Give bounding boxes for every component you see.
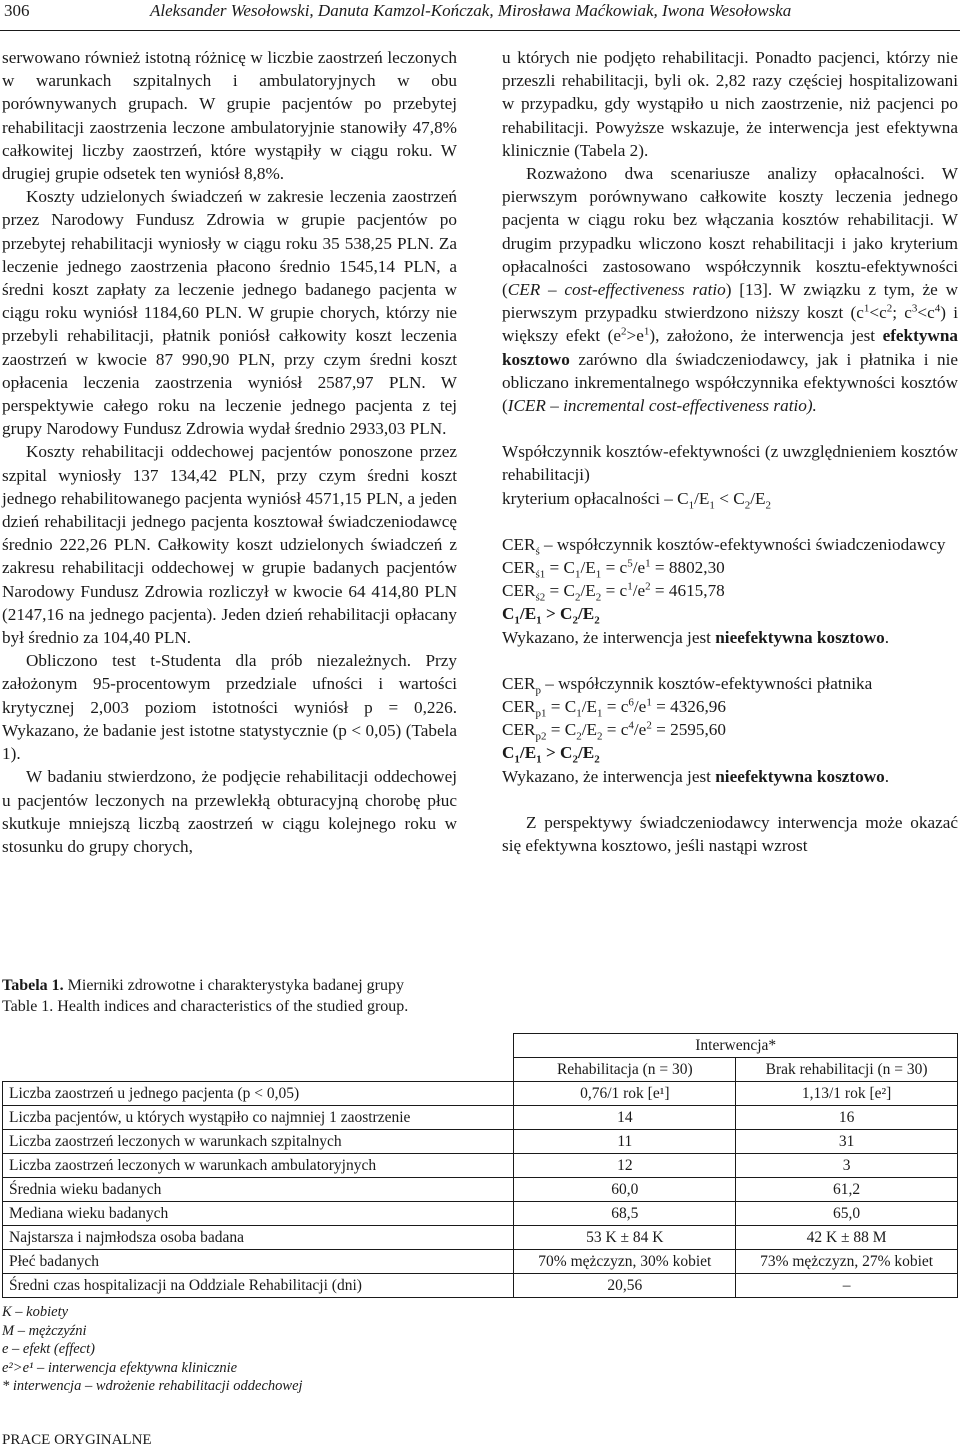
data-table <box>2 1033 958 1298</box>
row-label: Liczba pacjentów, u których wystąpiło co najmniej 1 zaostrzenie <box>3 1106 514 1130</box>
table-row <box>3 1106 958 1130</box>
note: * interwencja – wdrożenie rehabilitacji oddechowej <box>2 1378 303 1394</box>
table-row <box>3 1250 958 1274</box>
left-column <box>2 46 457 858</box>
row-label: Liczba zaostrzeń leczonych w warunkach ambulatoryjnych <box>3 1154 514 1178</box>
running-header-authors: Aleksander Wesołowski, Danuta Kamzol-Kończak, Mirosława Maćkowiak, Iwona Wesołowska <box>150 1 792 20</box>
cell-value: 68,5 <box>514 1202 736 1226</box>
paragraph: W badaniu stwierdzono, że podjęcie rehabilitacji oddechowej u pacjentów leczonych na przewlekłą obturacyjną chorobę płuc skutkuje mniejszą liczbą zaostrzeń w ciągu kolejnego roku w stosunku do grupy chorych, <box>2 767 457 856</box>
formula-cer-p-def: $CER_p$ – współczynnik kosztów-efektywności płatnika <box>502 673 873 697</box>
cell-value: 20,56 <box>514 1274 736 1298</box>
cell-value: 3 <box>736 1154 958 1178</box>
formula-criterion: kryterium opłacalności – $C_1/E_1 < C_2/E_2$ <box>502 488 771 512</box>
paragraph: Koszty rehabilitacji oddechowej pacjentów ponoszone przez szpital wyniosły 137 134,42 PLN, przy czym średni koszt jednego rehabilitowanego pacjenta wyniósł 4571,15 PLN, a jeden dzień rehabilitacji jednego pacjenta kosztował świadczeniodawcę średnio 222,26 PLN. Całkowity koszt udzielonych świadczeń z zakresu rehabilitacji oddechowej w grupie badanych pacjentów Narodowy Fundusz Zdrowia rozliczył w kwocie 64 414,80 PLN (2147,16 na jednego pacjenta). Jeden dzień rehabilitacji opłacany był średnio za 104,40 PLN. <box>2 442 457 648</box>
cell-value: 12 <box>514 1154 736 1178</box>
row-label: Liczba zaostrzeń u jednego pacjenta (p < 0,05) <box>3 1082 514 1106</box>
cell-value: 65,0 <box>736 1202 958 1226</box>
cell-value: 11 <box>514 1130 736 1154</box>
cell-value: 42 K ± 88 M <box>736 1226 958 1250</box>
page-number: 306 <box>4 1 30 20</box>
paragraph: u których nie podjęto rehabilitacji. Ponadto pacjenci, którzy nie przeszli rehabilitacji, byli ok. 2,82 razy częściej hospitalizowani w przypadku, gdy wystąpiło u nich zaostrzenie, niż pacjenci po rehabilitacji. Powyższe wskazuje, że interwencja jest efektywna klinicznie (Tabela 2). <box>502 48 958 160</box>
paragraph: serwowano również istotną różnicę w liczbie zaostrzeń leczonych w warunkach szpitalnych i ambulatoryjnych w obu porównywanych grupach. W grupie pacjentów po przebytej rehabilitacji zaostrzenia leczone ambulatoryjnie stanowiły 47,8% całkowitej liczby zaostrzeń, które wystąpiły w ciągu roku. W drugiej grupie odsetek ten wyniósł 8,8%. <box>2 48 457 184</box>
cell-value: 1,13/1 rok [e²] <box>736 1082 958 1106</box>
page-footer: PRACE ORYGINALNE <box>2 1432 152 1448</box>
cell-value: 53 K ± 84 K <box>514 1226 736 1250</box>
right-column <box>502 46 958 857</box>
note: e²>e¹ – interwencja efektywna klinicznie <box>2 1359 238 1376</box>
cell-value: 16 <box>736 1106 958 1130</box>
formula-comparison: $C_1/E_1 > C_2/E_2$ <box>502 743 600 766</box>
note: M – mężczyźni <box>2 1322 87 1339</box>
cell-value: 73% mężczyzn, 27% kobiet <box>736 1250 958 1274</box>
cell-value: 60,0 <box>514 1178 736 1202</box>
formula-cer-s-def: $CER_ś$ – współczynnik kosztów-efektywności świadczeniodawcy <box>502 534 946 558</box>
row-label: Mediana wieku badanych <box>3 1202 514 1226</box>
formula-intro: Współczynnik kosztów-efektywności (z uwzględnieniem kosztów rehabilitacji) <box>502 442 958 485</box>
table-notes <box>2 1303 303 1396</box>
note: e – efekt (effect) <box>2 1341 95 1357</box>
cell-value: – <box>736 1274 958 1298</box>
formula-cer-s2: $CER_{ś2} = C_2/E_2 = c^1/e^2 = 4615,78$ <box>502 580 725 604</box>
table-row <box>3 1178 958 1202</box>
row-label: Najstarsza i najmłodsza osoba badana <box>3 1226 514 1250</box>
table-row <box>3 1202 958 1226</box>
group-header: Interwencja* <box>514 1034 958 1058</box>
paragraph: Koszty udzielonych świadczeń w zakresie leczenia zaostrzeń przez Narodowy Fundusz Zdrowia w grupie pacjentów po przebytej rehabilitacji wyniosły w ciągu roku 35 538,25 PLN. Za leczenie jednego zaostrzenia płacono średnio 1545,14 PLN, a średni koszt zapłaty za leczenie jednego badanego pacjenta w ciągu roku wyniósł 1184,60 PLN. W grupie chorych, którzy nie przebyli rehabilitacji, płatnik poniósł całkowity koszt leczenia zaostrzeń w kwocie 87 990,90 PLN, przy czym średni koszt opłacenia leczenia zaostrzenia wyniósł 2587,97 PLN. W perspektywie całego roku na leczenie jednego pacjenta z tej grupy Narodowy Fundusz Zdrowia wydał średnio 2933,03 PLN. <box>2 187 457 439</box>
formula-cer-s1: $CER_{ś1} = C_1/E_1 = c^5/e^1 = 8802,30$ <box>502 557 725 581</box>
formula-comparison: $C_1/E_1 > C_2/E_2$ <box>502 604 600 627</box>
formula-cer-p1: $CER_{p1} = C_1/E_1 = c^6/e^1 = 4326,96$ <box>502 696 726 720</box>
paragraph: Z perspektywy świadczeniodawcy interwencja może okazać się efektywna kosztowo, jeśli nastąpi wzrost <box>502 812 958 856</box>
column-header: Rehabilitacja (n = 30) <box>514 1058 736 1082</box>
formula-cer-p2: $CER_{p2} = C_2/E_2 = c^4/e^2 = 2595,60$ <box>502 719 726 743</box>
cell-value: 61,2 <box>736 1178 958 1202</box>
table-row <box>3 1226 958 1250</box>
table-row <box>3 1154 958 1178</box>
table-row <box>3 1130 958 1154</box>
cell-value: 14 <box>514 1106 736 1130</box>
note: K – kobiety <box>2 1304 69 1320</box>
row-label: Średnia wieku badanych <box>3 1178 514 1202</box>
table-row <box>3 1082 958 1106</box>
paragraph-cost-analysis: Rozważono dwa scenariusze analizy opłacalności. W pierwszym porównywano całkowite koszty leczenia jednego pacjenta w ciągu roku bez włączania kosztów rehabilitacji. W drugim przypadku wliczono koszt rehabilitacji i jako kryterium opłacalności zastosowano współczynnik kosztu-efektywności (CER – cost-effectiveness ratio) [13]. W związku z tym, że w pierwszym przypadku stwierdzono niższy koszt ($c^1<c^2$; $c^3<c^4$) i większy efekt $(e^2>e^1)$, założono, że interwencja jest efektywna kosztowo zarówno dla świadczeniodawcy, jak i płatnika i nie obliczano inkrementalnego współczynnika efektywności kosztów (ICER – incremental cost-effectiveness ratio). <box>502 164 959 416</box>
cell-value: 0,76/1 rok [e¹] <box>514 1082 736 1106</box>
cell-value: 31 <box>736 1130 958 1154</box>
formula-conclusion: Wykazano, że interwencja jest nieefektywna kosztowo. <box>502 766 890 786</box>
row-label: Średni czas hospitalizacji na Oddziale Rehabilitacji (dni) <box>3 1274 514 1298</box>
formula-conclusion: Wykazano, że interwencja jest nieefektywna kosztowo. <box>502 627 890 647</box>
column-header: Brak rehabilitacji (n = 30) <box>736 1058 958 1082</box>
row-label: Płeć badanych <box>3 1250 514 1274</box>
row-label: Liczba zaostrzeń leczonych w warunkach szpitalnych <box>3 1130 514 1154</box>
table-caption: Tabela 1. Mierniki zdrowotne i charakterystyka badanej grupy Table 1. Health indices and characteristics of the studied group. <box>2 977 409 1015</box>
paragraph: Obliczono test t-Studenta dla prób niezależnych. Przy założonym 95-procentowym przedziale ufności i wartości krytycznej 2,003 poziom istotności wyniósł p = 0,226. Wykazano, że badanie jest istotne statystycznie (p < 0,05) (Tabela 1). <box>2 651 457 764</box>
cell-value: 70% mężczyzn, 30% kobiet <box>514 1250 736 1274</box>
table-row <box>3 1274 958 1298</box>
header-rule <box>0 30 960 31</box>
table-header-row <box>3 1058 958 1082</box>
table-header-row <box>3 1034 958 1058</box>
